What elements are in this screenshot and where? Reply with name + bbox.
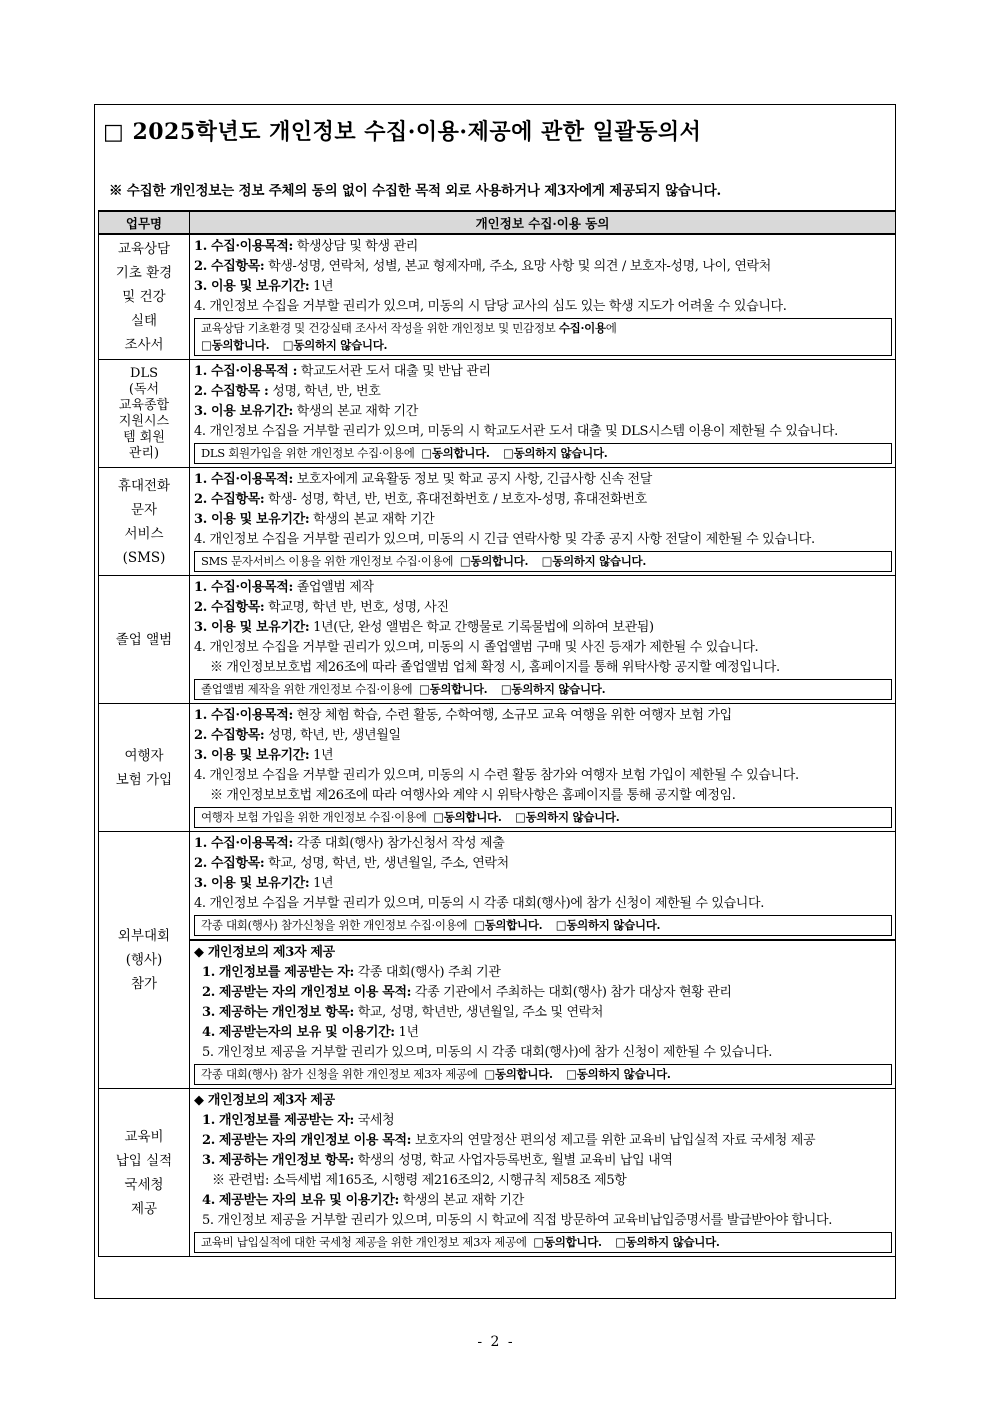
item-heading: 3. 제공하는 개인정보 항목: bbox=[202, 1005, 354, 1020]
list-item bbox=[194, 277, 892, 297]
item-text: 성명, 학년, 반, 생년월일 bbox=[264, 728, 401, 743]
list-item bbox=[194, 834, 892, 854]
item-text: 4. 개인정보 수집을 거부할 권리가 있으며, 미동의 시 각종 대회(행사)에 참가 신청이 제한될 수 있습니다. bbox=[194, 896, 764, 911]
item-text: 4. 개인정보 수집을 거부할 권리가 있으며, 미동의 시 긴급 연락사항 및 각종 공지 사항 전달이 제한될 수 있습니다. bbox=[194, 532, 815, 547]
item-heading: 2. 수집항목: bbox=[194, 600, 265, 615]
header-task-name: 업무명 bbox=[99, 211, 190, 234]
task-name-line: 제공 bbox=[130, 1200, 158, 1217]
consent-form bbox=[94, 104, 896, 1299]
consent-cell bbox=[190, 468, 896, 576]
privacy-notice: ※ 수집한 개인정보는 정보 주체의 동의 없이 수집한 목적 외로 사용하거나 제3자에게 제공되지 않습니다. bbox=[109, 183, 721, 199]
agree-checkbox[interactable]: □동의합니다. bbox=[419, 682, 488, 696]
list-item bbox=[194, 422, 892, 442]
list-item bbox=[194, 510, 892, 530]
consent-text: 교육비 납입실적에 대한 국세청 제공을 위한 개인정보 제3자 제공에 bbox=[201, 1235, 527, 1249]
list-item bbox=[194, 618, 892, 638]
item-text: 학생의 본교 재학 기간 bbox=[292, 404, 418, 419]
item-heading: 2. 수집항목: bbox=[194, 492, 265, 507]
note-text: ※ 개인정보보호법 제26조에 따라 여행사와 계약 시 위탁사항은 홈페이지를 통해 공지할 예정임. bbox=[210, 788, 736, 803]
item-text: 국세청 bbox=[353, 1113, 395, 1128]
list-item bbox=[194, 530, 892, 550]
consent-cell bbox=[190, 360, 896, 468]
item-text: 현장 체험 학습, 수련 활동, 수학여행, 소규모 교육 여행을 위한 여행자 보험 가입 bbox=[292, 708, 732, 723]
consent-cell bbox=[190, 704, 896, 832]
task-name-cell bbox=[99, 234, 190, 360]
list-item bbox=[194, 983, 892, 1003]
item-heading: 3. 제공하는 개인정보 항목: bbox=[202, 1153, 354, 1168]
list-item bbox=[194, 894, 892, 914]
task-name-cell bbox=[99, 360, 190, 468]
item-text: 보호자에게 교육활동 정보 및 학교 공지 사항, 긴급사항 신속 전달 bbox=[292, 472, 652, 487]
item-heading: 1. 개인정보를 제공받는 자: bbox=[202, 965, 354, 980]
agree-checkbox[interactable]: □동의합니다. bbox=[459, 554, 529, 568]
list-item bbox=[194, 382, 892, 402]
list-item bbox=[194, 746, 892, 766]
list-item bbox=[194, 490, 892, 510]
list-item bbox=[194, 1211, 892, 1231]
consent-box bbox=[194, 443, 892, 464]
task-name-cell bbox=[99, 832, 190, 1089]
item-heading: 2. 수집항목 : bbox=[194, 384, 269, 399]
task-name-cell bbox=[99, 704, 190, 832]
table-row bbox=[99, 468, 896, 576]
list-item bbox=[194, 598, 892, 618]
item-heading: 2. 수집항목: bbox=[194, 856, 265, 871]
task-name-line: 실태 bbox=[130, 313, 158, 329]
consent-box bbox=[194, 807, 892, 828]
consent-cell bbox=[190, 1089, 896, 1257]
consent-text: 교육상담 기초환경 및 건강실태 조사서 작성을 위한 개인정보 및 민감정보 bbox=[201, 321, 559, 335]
task-name-line: 졸업 앨범 bbox=[115, 631, 173, 648]
agree-checkbox[interactable]: □동의합니다. bbox=[533, 1235, 602, 1249]
consent-cell bbox=[190, 576, 896, 704]
third-party-section bbox=[194, 1091, 892, 1253]
item-heading: 3. 이용 및 보유기간: bbox=[194, 876, 310, 891]
consent-text: 여행자 보험 가입을 위한 개인정보 수집·이용에 bbox=[201, 810, 427, 824]
table-row bbox=[99, 832, 896, 1089]
task-name-line: 관리) bbox=[128, 445, 160, 461]
item-heading: 1. 개인정보를 제공받는 자: bbox=[202, 1113, 354, 1128]
page-number: - 2 - bbox=[477, 1334, 515, 1350]
item-text: 4. 개인정보 수집을 거부할 권리가 있으며, 미동의 시 담당 교사의 심도 있는 학생 지도가 어려울 수 있습니다. bbox=[194, 299, 787, 314]
task-name-line: 조사서 bbox=[124, 337, 164, 353]
disagree-checkbox[interactable]: □동의하지 않습니다. bbox=[555, 918, 661, 932]
page-title: □ 2025학년도 개인정보 수집·이용·제공에 관한 일괄동의서 bbox=[103, 119, 702, 145]
task-name-line: 교육상담 bbox=[117, 241, 171, 257]
disagree-checkbox[interactable]: □동의하지 않습니다. bbox=[615, 1235, 720, 1249]
item-heading: 1. 수집·이용목적: bbox=[194, 708, 293, 723]
item-text: 1년(단, 완성 앨범은 학교 간행물로 기록물법에 의하여 보관됨) bbox=[309, 620, 654, 635]
item-text: 1년 bbox=[309, 876, 334, 891]
task-name-line: 문자 bbox=[130, 501, 158, 518]
list-item bbox=[194, 297, 892, 317]
item-text: 학생- 성명, 학년, 반, 번호, 휴대전화번호 / 보호자-성명, 휴대전화번호 bbox=[264, 492, 647, 507]
task-name-line: 국세청 bbox=[124, 1176, 164, 1193]
consent-box bbox=[194, 679, 892, 700]
item-heading: 1. 수집·이용목적 : bbox=[194, 364, 298, 379]
task-name-line: (독서 bbox=[128, 381, 160, 397]
agree-checkbox[interactable]: □동의합니다. bbox=[421, 446, 490, 460]
disagree-checkbox[interactable]: □동의하지 않습니다. bbox=[541, 554, 647, 568]
table-header-row bbox=[99, 211, 896, 234]
consent-text: 졸업앨범 제작을 위한 개인정보 수집·이용에 bbox=[201, 682, 413, 696]
disagree-checkbox[interactable]: □동의하지 않습니다. bbox=[500, 682, 606, 696]
item-text: 각종 대회(행사) 참가신청서 작성 제출 bbox=[292, 836, 505, 851]
list-item bbox=[194, 578, 892, 598]
item-heading: 2. 제공받는 자의 개인정보 이용 목적: bbox=[202, 1133, 412, 1148]
item-heading: 3. 이용 보유기간: bbox=[194, 404, 293, 419]
task-name-line: 템 회원 bbox=[123, 429, 165, 445]
task-name-line: 휴대전화 bbox=[117, 477, 171, 494]
agree-checkbox[interactable]: □동의합니다. bbox=[433, 810, 502, 824]
item-heading: 1. 수집·이용목적: bbox=[194, 580, 293, 595]
item-text: 졸업앨범 제작 bbox=[292, 580, 374, 595]
note-text: ※ 개인정보보호법 제26조에 따라 졸업앨범 업체 확정 시, 홈페이지를 통해 위탁사항 공지할 예정입니다. bbox=[210, 660, 780, 675]
task-name-line: DLS bbox=[130, 365, 158, 381]
item-text: 학생의 성명, 학교 사업자등록번호, 월별 교육비 납입 내역 bbox=[353, 1153, 673, 1168]
list-item bbox=[194, 470, 892, 490]
task-name-line: (SMS) bbox=[122, 549, 166, 566]
item-text: 학생의 본교 재학 기간 bbox=[309, 512, 435, 527]
agree-checkbox[interactable]: □동의합니다. bbox=[484, 1067, 553, 1081]
item-text: 5. 개인정보 제공을 거부할 권리가 있으며, 미동의 시 각종 대회(행사)에 참가 신청이 제한될 수 있습니다. bbox=[202, 1045, 772, 1060]
consent-box bbox=[194, 551, 892, 572]
item-text: 4. 개인정보 수집을 거부할 권리가 있으며, 미동의 시 수련 활동 참가와 여행자 보험 가입이 제한될 수 있습니다. bbox=[194, 768, 799, 783]
consent-box bbox=[194, 915, 892, 936]
task-name-line: 참가 bbox=[130, 976, 158, 992]
list-item bbox=[194, 1171, 892, 1191]
task-name-line: 납입 실적 bbox=[115, 1152, 173, 1169]
table-row bbox=[99, 576, 896, 704]
task-name-cell bbox=[99, 1089, 190, 1257]
disagree-checkbox[interactable]: □동의하지 않습니다. bbox=[282, 338, 388, 352]
task-name-line: 외부대회 bbox=[117, 928, 171, 944]
list-item bbox=[194, 237, 892, 257]
disagree-checkbox[interactable]: □동의하지 않습니다. bbox=[503, 446, 608, 460]
item-text: 학교, 성명, 학년반, 생년월일, 주소 및 연락처 bbox=[353, 1005, 604, 1020]
disagree-checkbox[interactable]: □동의하지 않습니다. bbox=[515, 810, 620, 824]
list-item bbox=[194, 257, 892, 277]
agree-checkbox[interactable]: □동의합니다. bbox=[201, 338, 270, 352]
third-party-heading: ◆ 개인정보의 제3자 제공 bbox=[194, 945, 335, 960]
task-name-line: 보험 가입 bbox=[115, 771, 173, 788]
task-name-cell bbox=[99, 576, 190, 704]
task-name-line: 지원시스 bbox=[118, 413, 170, 429]
item-text: 학교, 성명, 학년, 반, 생년월일, 주소, 연락처 bbox=[264, 856, 509, 871]
list-item bbox=[194, 362, 892, 382]
table-row bbox=[99, 234, 896, 360]
header-consent: 개인정보 수집·이용 동의 bbox=[190, 211, 896, 234]
disagree-checkbox[interactable]: □동의하지 않습니다. bbox=[566, 1067, 671, 1081]
third-party-heading: ◆ 개인정보의 제3자 제공 bbox=[194, 1093, 335, 1108]
consent-text: SMS 문자서비스 이용을 위한 개인정보 수집·이용에 bbox=[201, 554, 454, 568]
item-heading: 3. 이용 및 보유기간: bbox=[194, 620, 310, 635]
item-heading: 3. 이용 및 보유기간: bbox=[194, 512, 310, 527]
item-text: 각종 기관에서 주최하는 대회(행사) 참가 대상자 현황 관리 bbox=[411, 985, 732, 1000]
consent-box bbox=[194, 1064, 892, 1085]
item-heading: 1. 수집·이용목적: bbox=[194, 836, 293, 851]
item-heading: 2. 수집항목: bbox=[194, 728, 265, 743]
item-text: 보호자의 연말정산 편의성 제고를 위한 교육비 납입실적 자료 국세청 제공 bbox=[411, 1133, 816, 1148]
consent-box bbox=[194, 318, 892, 356]
consent-text: 각종 대회(행사) 참가 신청을 위한 개인정보 제3자 제공에 bbox=[201, 1067, 478, 1081]
table-row bbox=[99, 360, 896, 468]
list-item bbox=[194, 1191, 892, 1211]
item-heading: 2. 수집항목: bbox=[194, 259, 265, 274]
task-name-line: 서비스 bbox=[124, 525, 164, 542]
consent-box bbox=[194, 1232, 892, 1253]
list-item bbox=[194, 1111, 892, 1131]
item-text: ※ 관련법: 소득세법 제165조, 시행령 제216조의2, 시행규칙 제58조 제5항 bbox=[212, 1173, 627, 1188]
item-text: 학생상담 및 학생 관리 bbox=[292, 239, 418, 254]
task-name-line: 교육종합 bbox=[118, 397, 170, 413]
list-item bbox=[194, 1151, 892, 1171]
list-item bbox=[194, 638, 892, 658]
task-name-line: 여행자 bbox=[124, 747, 164, 764]
consent-cell bbox=[190, 832, 896, 1089]
item-text: 4. 개인정보 수집을 거부할 권리가 있으며, 미동의 시 졸업앨범 구매 및 사진 등재가 제한될 수 있습니다. bbox=[194, 640, 759, 655]
item-heading: 3. 이용 및 보유기간: bbox=[194, 748, 310, 763]
item-text: 1년 bbox=[394, 1025, 419, 1040]
list-item bbox=[194, 402, 892, 422]
third-party-section bbox=[190, 939, 895, 1085]
list-item bbox=[194, 766, 892, 786]
task-name-line: (행사) bbox=[125, 952, 163, 968]
consent-text-bold: 수집·이용 bbox=[558, 321, 606, 335]
task-name-cell bbox=[99, 468, 190, 576]
item-text: 각종 대회(행사) 주최 기관 bbox=[353, 965, 501, 980]
item-text: 성명, 학년, 반, 번호 bbox=[268, 384, 381, 399]
list-item bbox=[194, 874, 892, 894]
list-item bbox=[194, 1043, 892, 1063]
agree-checkbox[interactable]: □동의합니다. bbox=[474, 918, 543, 932]
list-item bbox=[194, 1003, 892, 1023]
item-heading: 2. 제공받는 자의 개인정보 이용 목적: bbox=[202, 985, 412, 1000]
item-text: 학생-성명, 연락처, 성별, 본교 형제자매, 주소, 요망 사항 및 의견 / 보호자-성명, 나이, 연락처 bbox=[264, 259, 771, 274]
item-heading: 3. 이용 및 보유기간: bbox=[194, 279, 310, 294]
item-text: 학생의 본교 재학 기간 bbox=[398, 1193, 524, 1208]
table-row bbox=[99, 1089, 896, 1257]
item-text: 4. 개인정보 수집을 거부할 권리가 있으며, 미동의 시 학교도서관 도서 대출 및 DLS시스템 이용이 제한될 수 있습니다. bbox=[194, 424, 838, 439]
list-item bbox=[194, 726, 892, 746]
item-text: 학교명, 학년 반, 번호, 성명, 사진 bbox=[264, 600, 449, 615]
list-item bbox=[194, 1023, 892, 1043]
list-item bbox=[194, 854, 892, 874]
item-text: 1년 bbox=[309, 279, 334, 294]
list-item bbox=[194, 706, 892, 726]
consent-table bbox=[98, 210, 896, 1257]
table-row bbox=[99, 704, 896, 832]
consent-text: 각종 대회(행사) 참가신청을 위한 개인정보 수집·이용에 bbox=[201, 918, 468, 932]
task-name-line: 교육비 bbox=[124, 1128, 164, 1145]
task-name-line: 기초 환경 bbox=[115, 265, 173, 281]
consent-text: DLS 회원가입을 위한 개인정보 수집·이용에 bbox=[201, 446, 415, 460]
list-item bbox=[194, 1131, 892, 1151]
item-text: 1년 bbox=[309, 748, 334, 763]
item-heading: 1. 수집·이용목적: bbox=[194, 239, 293, 254]
task-name-line: 및 건강 bbox=[122, 289, 166, 305]
item-text: 학교도서관 도서 대출 및 반납 관리 bbox=[297, 364, 491, 379]
item-heading: 4. 제공받는자의 보유 및 이용기간: bbox=[202, 1025, 395, 1040]
item-heading: 1. 수집·이용목적: bbox=[194, 472, 293, 487]
consent-text-suffix: 에 bbox=[605, 321, 617, 335]
item-text: 5. 개인정보 제공을 거부할 권리가 있으며, 미동의 시 학교에 직접 방문하여 교육비납입증명서를 발급받아야 합니다. bbox=[202, 1213, 833, 1228]
consent-cell bbox=[190, 234, 896, 360]
item-heading: 4. 제공받는 자의 보유 및 이용기간: bbox=[202, 1193, 399, 1208]
list-item bbox=[194, 963, 892, 983]
